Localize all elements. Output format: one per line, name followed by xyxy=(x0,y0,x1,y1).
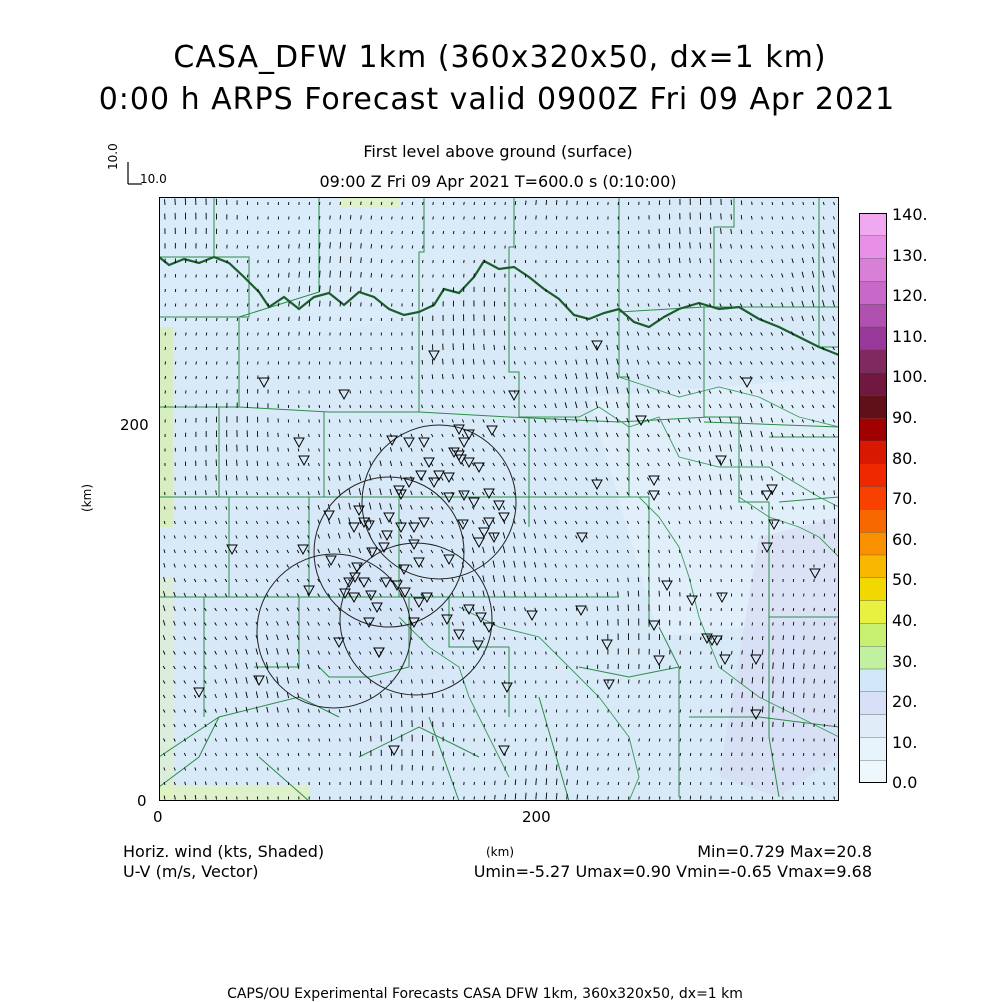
colorbar-swatch xyxy=(859,509,887,532)
colorbar-swatch xyxy=(859,715,887,738)
vector-key-v-label: 10.0 xyxy=(106,143,120,170)
colorbar-swatch xyxy=(859,373,887,396)
uv-stats-readout: Umin=-5.27 Umax=0.90 Vmin=-0.65 Vmax=9.68 xyxy=(473,862,872,881)
plot-title-line2: 0:00 h ARPS Forecast valid 0900Z Fri 09 Apr 2021 xyxy=(98,82,896,117)
footer-credit: CAPS/OU Experimental Forecasts CASA DFW 1km, 360x320x50, dx=1 km xyxy=(227,986,743,1002)
colorbar-label: 30. xyxy=(892,651,918,671)
colorbar-label: 0.0 xyxy=(892,773,918,793)
colorbar-swatch xyxy=(859,555,887,578)
min-max-readout: Min=0.729 Max=20.8 xyxy=(697,842,872,861)
colorbar-label: 120. xyxy=(892,286,928,306)
y-axis-label: (km) xyxy=(80,483,94,512)
level-subtitle: First level above ground (surface) xyxy=(363,142,633,161)
colorbar-swatch xyxy=(859,213,887,236)
colorbar-swatch xyxy=(859,601,887,624)
colorbar-swatch xyxy=(859,350,887,373)
x-tick-0: 0 xyxy=(153,808,163,826)
colorbar-swatch xyxy=(859,692,887,715)
colorbar-swatch xyxy=(859,395,887,418)
colorbar-swatch xyxy=(859,464,887,487)
y-tick-0: 0 xyxy=(137,792,147,810)
colorbar-swatch xyxy=(859,304,887,327)
colorbar-label: 140. xyxy=(892,205,928,224)
colorbar-label: 100. xyxy=(892,367,928,387)
colorbar-swatch xyxy=(859,441,887,464)
colorbar-swatch xyxy=(859,532,887,555)
colorbar-label: 60. xyxy=(892,529,918,549)
shaded-field-label: Horiz. wind (kts, Shaded) xyxy=(123,842,325,861)
colorbar-label: 50. xyxy=(892,570,918,590)
colorbar-swatch xyxy=(859,646,887,669)
colorbar-label: 70. xyxy=(892,489,918,509)
colorbar-swatch xyxy=(859,578,887,601)
plot-title-line1: CASA_DFW 1km (360x320x50, dx=1 km) xyxy=(173,40,827,75)
colorbar-label: 130. xyxy=(892,245,928,265)
colorbar-label: 90. xyxy=(892,408,918,427)
time-subtitle: 09:00 Z Fri 09 Apr 2021 T=600.0 s (0:10:00) xyxy=(319,172,677,191)
x-axis-label: (km) xyxy=(486,845,515,859)
colorbar-swatch xyxy=(859,669,887,692)
colorbar-label: 20. xyxy=(892,692,918,712)
vector-field-label: U-V (m/s, Vector) xyxy=(123,862,259,881)
vector-key-u-label: 10.0 xyxy=(140,172,167,186)
colorbar-label: 10. xyxy=(892,732,918,752)
colorbar-swatch xyxy=(859,487,887,510)
y-tick-200: 200 xyxy=(120,416,149,434)
colorbar-swatch xyxy=(859,236,887,259)
x-tick-200: 200 xyxy=(522,808,551,826)
colorbar-label: 110. xyxy=(892,326,928,346)
wind-map xyxy=(159,197,839,801)
colorbar-swatch xyxy=(859,737,887,760)
wind-speed-colorbar xyxy=(859,213,887,783)
colorbar-swatch xyxy=(859,327,887,350)
colorbar-swatch xyxy=(859,623,887,646)
colorbar-label: 40. xyxy=(892,611,918,630)
colorbar-label: 80. xyxy=(892,448,918,468)
colorbar-swatch xyxy=(859,259,887,282)
colorbar-swatch xyxy=(859,760,887,783)
colorbar-swatch xyxy=(859,281,887,304)
colorbar-swatch xyxy=(859,418,887,441)
